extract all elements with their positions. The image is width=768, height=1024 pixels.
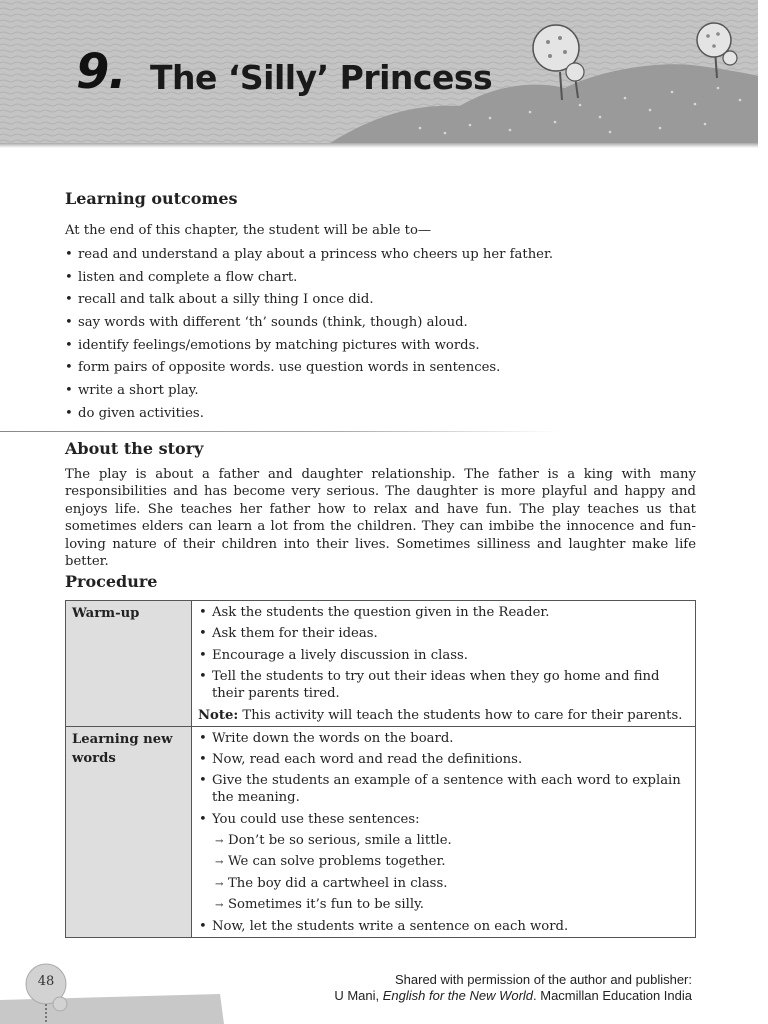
list-item: • do given activities. xyxy=(65,404,553,427)
list-item: • write a short play. xyxy=(65,381,553,404)
credit-publisher: . Macmillan Education India xyxy=(533,988,692,1003)
credit-line-2 xyxy=(334,988,692,1004)
list-item xyxy=(198,811,690,914)
list-item: • Write down the words on the board. xyxy=(198,730,690,747)
example-sentences xyxy=(212,832,690,914)
list-item: • read and understand a play about a princess who cheers up her father. xyxy=(65,245,553,268)
stage-cell: Learning new words xyxy=(66,726,192,937)
table-row xyxy=(66,726,696,937)
note-label: Note: xyxy=(198,707,239,723)
list-item: • Ask the students the question given in the Reader. xyxy=(198,604,690,621)
learning-outcomes-heading: Learning outcomes xyxy=(65,189,238,208)
activity-cell xyxy=(192,726,696,937)
note xyxy=(198,707,690,724)
list-item: • Ask them for their ideas. xyxy=(198,625,690,642)
list-item: • listen and complete a flow chart. xyxy=(65,268,553,291)
learning-outcomes-list xyxy=(65,245,553,427)
about-story-heading: About the story xyxy=(65,439,204,458)
chapter-banner xyxy=(0,0,758,143)
stage-cell: Warm-up xyxy=(66,601,192,727)
credit-line-1: Shared with permission of the author and publisher: xyxy=(394,972,692,987)
page-number: 48 xyxy=(37,974,55,989)
page-number-decoration xyxy=(0,960,230,1024)
list-item: • Now, read each word and read the definitions. xyxy=(198,751,690,768)
credit-book-title: English for the New World xyxy=(382,988,534,1003)
chapter-title: The ‘Silly’ Princess xyxy=(150,58,493,97)
learning-outcomes-intro: At the end of this chapter, the student will be able to— xyxy=(65,223,432,238)
credit-text xyxy=(334,972,692,1004)
list-item: • Tell the students to try out their ideas when they go home and find their parents tired. xyxy=(198,668,690,702)
list-item-text: You could use these sentences: xyxy=(212,811,420,827)
about-story-text: The play is about a father and daughter relationship. The father is a king with many responsibilities and has become very serious. The daughter is more playful and happy and enjoys life. She teaches her father how to relax and have fun. The play teaches us that sometimes elders can learn a lot from the children. They can imbibe the innocence and fun-loving nature of their children into their lives. Sometimes silliness and laughter make life better. xyxy=(65,467,696,570)
example-sentence: → The boy did a cartwheel in class. xyxy=(212,875,690,892)
section-divider xyxy=(0,431,560,432)
list-item: • say words with different ‘th’ sounds (think, though) aloud. xyxy=(65,313,553,336)
table-row xyxy=(66,601,696,727)
list-item: • Encourage a lively discussion in class. xyxy=(198,647,690,664)
procedure-heading: Procedure xyxy=(65,572,158,591)
list-item: • Give the students an example of a sentence with each word to explain the meaning. xyxy=(198,772,690,806)
list-item: • form pairs of opposite words. use question words in sentences. xyxy=(65,358,553,381)
activity-cell xyxy=(192,601,696,727)
example-sentence: → We can solve problems together. xyxy=(212,853,690,870)
example-sentence: → Sometimes it’s fun to be silly. xyxy=(212,896,690,913)
credit-author: U Mani, xyxy=(334,988,383,1003)
note-text: This activity will teach the students how to care for their parents. xyxy=(238,707,683,723)
list-item: • recall and talk about a silly thing I once did. xyxy=(65,290,553,313)
list-item: • identify feelings/emotions by matching pictures with words. xyxy=(65,336,553,359)
procedure-table xyxy=(65,600,696,938)
chapter-number: 9. xyxy=(76,44,126,100)
list-item: • Now, let the students write a sentence on each word. xyxy=(198,918,690,935)
example-sentence: → Don’t be so serious, smile a little. xyxy=(212,832,690,849)
banner-shadow xyxy=(0,143,758,148)
